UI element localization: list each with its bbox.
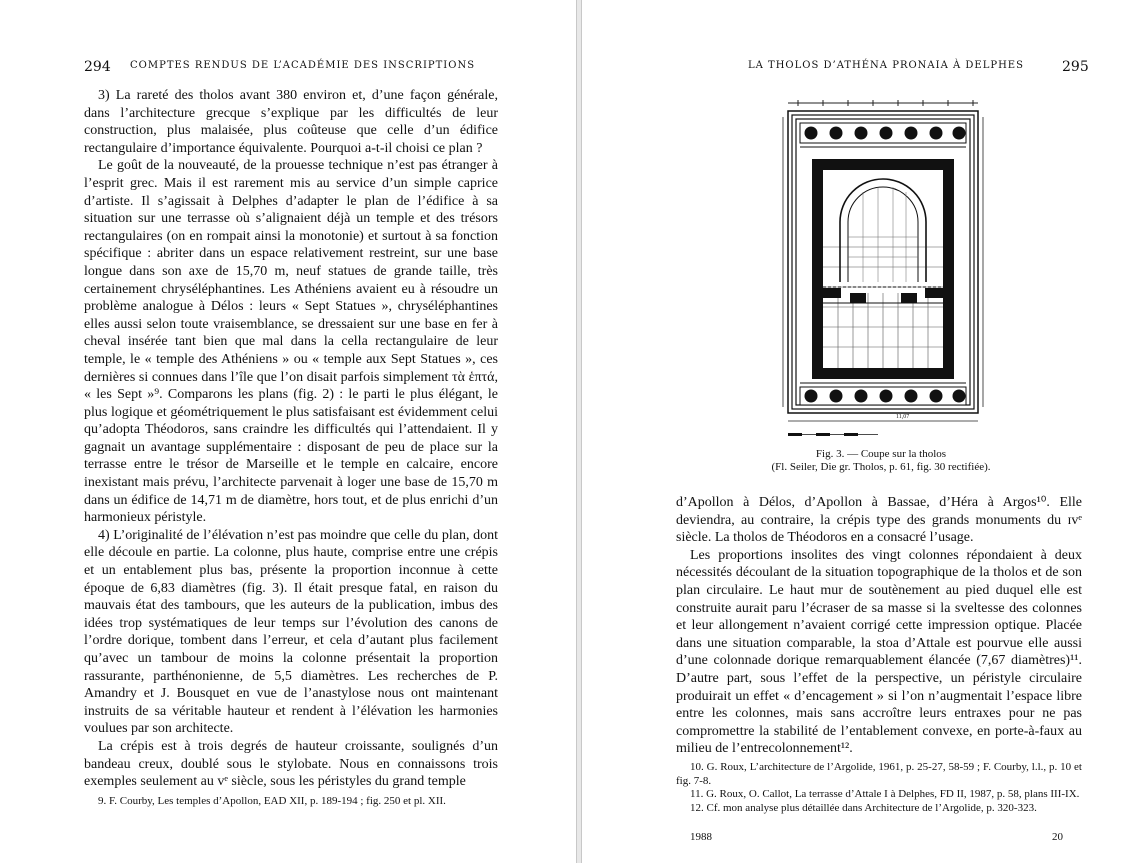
running-head: COMPTES RENDUS DE L’ACADÉMIE DES INSCRIPTIONS <box>130 60 476 71</box>
footnote: 9. F. Courby, Les temples d’Apollon, EAD XII, p. 189-194 ; fig. 250 et pl. XII. <box>98 795 446 807</box>
figure-source: (Fl. Seiler, Die gr. Tholos, p. 61, fig. 30 rectifiée). <box>771 461 991 473</box>
figure-caption: Fig. 3. — Coupe sur la tholos <box>815 448 947 460</box>
footnotes <box>84 795 498 809</box>
right-page <box>582 0 1148 863</box>
tholos-section-drawing <box>778 97 988 442</box>
paragraph: Les proportions insolites des vingt colonnes répondaient à deux nécessités découlant de la situation topographique de la tholos et de son plan circulaire. Le haut mur de soutènement au pied duquel elle est construite aurait paru l’écraser de sa masse si la sveltesse des colonnes et leur allongement n’avaient corrigé cette impression optique. Placée dans une situation comparable, la stoa d’Attale est pourvue elle aussi d’une colonnade dorique remarquablement élancée (7,67 diamètres)¹¹. D’autre part, sous l’effet de la perspective, un péristyle circulaire produirait un effet « d’encagement » si l’on n’augmentait l’espace libre entre les colonnes, mais sans accroître leurs entraxes pour ne pas compromettre la stabilité de l’entablement convexe, en porte-à-faux au milieu de l’entrecolonnement¹². <box>676 547 1082 757</box>
paragraph: La crépis est à trois degrés de hauteur croissante, soulignés d’un bandeau creux, doublé sous le stylobate. Nous en connaissons trois exemples seulement au vᵉ siècle, sous les péristyles du grand temple <box>84 738 498 790</box>
footer-year: 1988 <box>690 831 712 843</box>
footnote: 10. G. Roux, L’architecture de l’Argolide, 1961, p. 25-27, 58-59 ; F. Courby, l.l., p. 10 et fig. 7-8. <box>676 761 1082 787</box>
paragraph: d’Apollon à Délos, d’Apollon à Bassae, d’Héra à Argos¹⁰. Elle deviendra, au contraire, la crépis type des grands monuments du ɪᴠᵉ siècle. La tholos de Théodoros en a consacré l’usage. <box>676 495 1082 546</box>
paragraph: Le goût de la nouveauté, de la prouesse technique n’est pas étranger à l’esprit grec. Mais il est rarement mis au service d’un simple caprice d’artiste. Il s’agissait à Delphes d’adapter le plan de l’édifice à sa situation sur une terrasse où s’alignaient déjà un temple et des trésors rectangulaires (on en rompait ainsi la monotonie) et surtout à sa fonction spécifique : abriter dans un espace relativement restreint, sur une base longue dans son axe de 15,70 m, neuf statues de grande taille, très certainement chryséléphantines. Les Athéniens avaient eu à résoudre un problème analogue à Délos : leurs « Sept Statues », chryséléphantines elles aussi selon toute vraisemblance, se dressaient sur une base en fer à cheval insérée tant bien que mal dans la cella rectangulaire de leur temple, le « temple des Athéniens » ou « temple aux Sept Statues », ces dernières si connues dans l’île que l’on disait parfois simplement τὰ ἑπτά, « les Sept »⁹. Comparons les plans (fig. 2) : le parti le plus élégant, le plus logique et géométriquement le plus satisfaisant est évidemment celui qu’adopta Théodoros, sans craindre les difficultés qui l’attendaient. Il y gagnait un avantage supplémentaire : disposant de peu de place sur la terrasse entre le trésor de Marseille et le temple en calcaire, encore inexistant mais prévu, l’architecte parvenait à loger une base de 15,70 m dans un édifice de 14,71 m de diamètre, hors tout, et de plus enrichi d’un harmonieux péristyle. <box>84 158 498 526</box>
running-head: LA THOLOS D’ATHÉNA PRONAIA À DELPHES <box>748 60 1024 71</box>
footnotes <box>676 761 1082 815</box>
page-number: 294 <box>84 59 111 75</box>
dimension-label: 11,07 <box>896 414 910 420</box>
signature-mark: 20 <box>1052 831 1063 843</box>
body-text <box>676 494 1082 758</box>
footnote: 12. Cf. mon analyse plus détaillée dans Architecture de l’Argolide, p. 320-323. <box>690 801 1037 814</box>
body-text <box>84 87 498 791</box>
paragraph: 3) La rareté des tholos avant 380 environ et, d’une façon générale, dans l’architecture grecque s’explique par les difficultés de leur construction, plus malaisée, plus coûteuse que celle d’un édifice rectangulaire d’importance équivalente. Pourquoi a-t-il choisi ce plan ? <box>84 88 498 156</box>
footnote: 11. G. Roux, O. Callot, La terrasse d’Attale I à Delphes, FD II, 1987, p. 58, plans III-IX. <box>690 788 1080 800</box>
paragraph: 4) L’originalité de l’élévation n’est pas moindre que celle du plan, dont elle découle en partie. La colonne, plus haute, comprise entre une crépis et un entablement plus bas, présente la proportion inconnue à cette époque de 6,83 diamètres (fig. 3). Il était presque fatal, en raison du mauvais état des tambours, que les auteurs de la publication, imbus des idées trop systématiques de leur temps sur l’évolution des canons de l’ordre dorique, tombent dans l’erreur, et cela d’autant plus facilement qu’avec un tambour de moins la colonne présentait la proportion rassurante, parthénonienne, de 5,5 diamètres. Les recherches de P. Amandry et J. Bousquet en vue de l’anastylose nous ont maintenant instruits de sa véritable hauteur et rendent à l’élévation les harmonies voulues par son architecte. <box>84 527 498 737</box>
page-number: 295 <box>1062 59 1089 75</box>
